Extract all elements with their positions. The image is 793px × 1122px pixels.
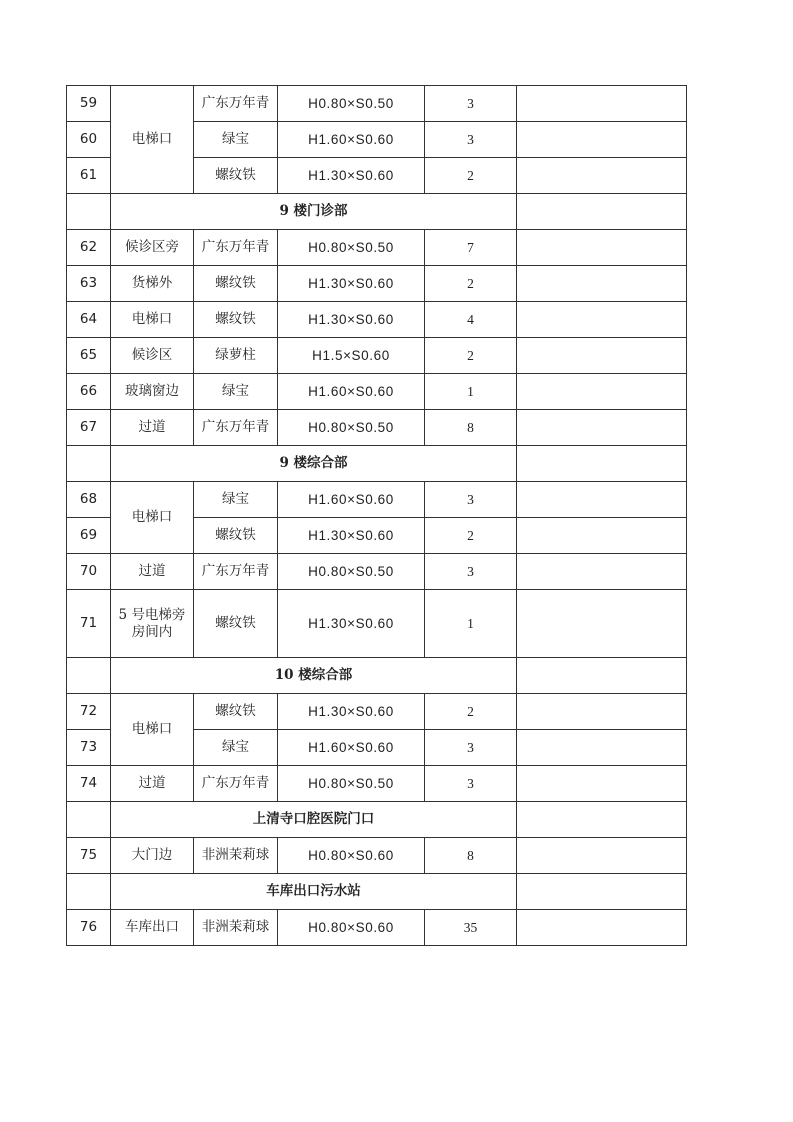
- location-line-1: 5 号电梯旁: [118, 606, 186, 623]
- section-row: [67, 658, 687, 694]
- plant-cell: 绿宝: [194, 122, 278, 158]
- section-title: 9 楼综合部: [111, 446, 517, 482]
- plant-cell: 广东万年青: [194, 230, 278, 266]
- note-cell: [517, 266, 687, 302]
- note-cell: [517, 194, 687, 230]
- note-cell: [517, 410, 687, 446]
- row-number: 63: [67, 266, 111, 302]
- table-row: [67, 766, 687, 802]
- quantity-cell: 3: [425, 766, 517, 802]
- quantity-cell: 3: [425, 86, 517, 122]
- section-row: [67, 194, 687, 230]
- location-cell: 车库出口: [111, 910, 194, 946]
- spec-cell: H0.80×S0.60: [278, 838, 425, 874]
- note-cell: [517, 158, 687, 194]
- row-number: 70: [67, 554, 111, 590]
- plant-cell: 螺纹铁: [194, 694, 278, 730]
- location-cell: 电梯口: [111, 302, 194, 338]
- section-number-cell: [67, 802, 111, 838]
- plant-cell: 广东万年青: [194, 86, 278, 122]
- spec-cell: H1.30×S0.60: [278, 302, 425, 338]
- section-row: [67, 802, 687, 838]
- section-title: 车库出口污水站: [111, 874, 517, 910]
- spec-cell: H1.30×S0.60: [278, 590, 425, 658]
- table-row: [67, 302, 687, 338]
- note-cell: [517, 482, 687, 518]
- quantity-cell: 8: [425, 410, 517, 446]
- row-number: 73: [67, 730, 111, 766]
- quantity-cell: 3: [425, 122, 517, 158]
- table-row: [67, 838, 687, 874]
- spec-cell: H0.80×S0.50: [278, 86, 425, 122]
- spec-cell: H1.30×S0.60: [278, 518, 425, 554]
- quantity-cell: 4: [425, 302, 517, 338]
- note-cell: [517, 122, 687, 158]
- quantity-cell: 8: [425, 838, 517, 874]
- note-cell: [517, 374, 687, 410]
- location-cell: 候诊区旁: [111, 230, 194, 266]
- location-cell: 电梯口: [111, 482, 194, 554]
- spec-cell: H1.30×S0.60: [278, 266, 425, 302]
- plant-cell: 绿宝: [194, 374, 278, 410]
- table-row: [67, 374, 687, 410]
- location-cell: [111, 590, 194, 658]
- section-number-cell: [67, 194, 111, 230]
- row-number: 68: [67, 482, 111, 518]
- spec-cell: H1.60×S0.60: [278, 374, 425, 410]
- location-cell: 候诊区: [111, 338, 194, 374]
- plant-cell: 绿萝柱: [194, 338, 278, 374]
- quantity-cell: 1: [425, 590, 517, 658]
- note-cell: [517, 302, 687, 338]
- note-cell: [517, 802, 687, 838]
- location-line-2: 房间内: [131, 623, 173, 640]
- plant-cell: 非洲茉莉球: [194, 838, 278, 874]
- table-row: [67, 694, 687, 730]
- note-cell: [517, 518, 687, 554]
- plant-cell: 螺纹铁: [194, 518, 278, 554]
- table-row: [67, 410, 687, 446]
- table-row: [67, 910, 687, 946]
- note-cell: [517, 590, 687, 658]
- note-cell: [517, 230, 687, 266]
- row-number: 64: [67, 302, 111, 338]
- plant-cell: 广东万年青: [194, 410, 278, 446]
- section-title: 上清寺口腔医院门口: [111, 802, 517, 838]
- note-cell: [517, 910, 687, 946]
- spec-cell: H0.80×S0.50: [278, 410, 425, 446]
- quantity-cell: 3: [425, 554, 517, 590]
- row-number: 69: [67, 518, 111, 554]
- note-cell: [517, 874, 687, 910]
- section-title: 10 楼综合部: [111, 658, 517, 694]
- quantity-cell: 2: [425, 338, 517, 374]
- location-cell: 过道: [111, 410, 194, 446]
- note-cell: [517, 766, 687, 802]
- spec-cell: H1.30×S0.60: [278, 694, 425, 730]
- section-title: 9 楼门诊部: [111, 194, 517, 230]
- note-cell: [517, 730, 687, 766]
- quantity-cell: 3: [425, 482, 517, 518]
- quantity-cell: 2: [425, 158, 517, 194]
- location-cell: 过道: [111, 554, 194, 590]
- location-cell: 货梯外: [111, 266, 194, 302]
- note-cell: [517, 838, 687, 874]
- plant-cell: 螺纹铁: [194, 590, 278, 658]
- spec-cell: H1.60×S0.60: [278, 730, 425, 766]
- row-number: 71: [67, 590, 111, 658]
- quantity-cell: 1: [425, 374, 517, 410]
- plant-cell: 广东万年青: [194, 766, 278, 802]
- spec-cell: H1.30×S0.60: [278, 158, 425, 194]
- note-cell: [517, 694, 687, 730]
- plant-cell: 绿宝: [194, 482, 278, 518]
- note-cell: [517, 446, 687, 482]
- plant-inventory-table: [66, 85, 687, 946]
- table-row: [67, 590, 687, 658]
- note-cell: [517, 554, 687, 590]
- quantity-cell: 3: [425, 730, 517, 766]
- plant-cell: 非洲茉莉球: [194, 910, 278, 946]
- section-number-cell: [67, 446, 111, 482]
- row-number: 66: [67, 374, 111, 410]
- plant-cell: 绿宝: [194, 730, 278, 766]
- table-row: [67, 266, 687, 302]
- row-number: 67: [67, 410, 111, 446]
- spec-cell: H1.5×S0.60: [278, 338, 425, 374]
- quantity-cell: 2: [425, 694, 517, 730]
- spec-cell: H0.80×S0.50: [278, 230, 425, 266]
- note-cell: [517, 658, 687, 694]
- quantity-cell: 7: [425, 230, 517, 266]
- note-cell: [517, 338, 687, 374]
- row-number: 62: [67, 230, 111, 266]
- spec-cell: H0.80×S0.50: [278, 766, 425, 802]
- section-row: [67, 874, 687, 910]
- quantity-cell: 35: [425, 910, 517, 946]
- spec-cell: H0.80×S0.50: [278, 554, 425, 590]
- row-number: 61: [67, 158, 111, 194]
- plant-cell: 广东万年青: [194, 554, 278, 590]
- row-number: 60: [67, 122, 111, 158]
- table-row: [67, 230, 687, 266]
- row-number: 72: [67, 694, 111, 730]
- location-cell: 过道: [111, 766, 194, 802]
- table-row: [67, 338, 687, 374]
- plant-cell: 螺纹铁: [194, 158, 278, 194]
- table-row: [67, 86, 687, 122]
- row-number: 65: [67, 338, 111, 374]
- row-number: 76: [67, 910, 111, 946]
- table-row: [67, 554, 687, 590]
- spec-cell: H1.60×S0.60: [278, 122, 425, 158]
- quantity-cell: 2: [425, 266, 517, 302]
- location-cell: 玻璃窗边: [111, 374, 194, 410]
- section-number-cell: [67, 874, 111, 910]
- location-cell: 电梯口: [111, 694, 194, 766]
- table-row: [67, 482, 687, 518]
- spec-cell: H0.80×S0.60: [278, 910, 425, 946]
- section-number-cell: [67, 658, 111, 694]
- row-number: 59: [67, 86, 111, 122]
- row-number: 74: [67, 766, 111, 802]
- location-cell: 电梯口: [111, 86, 194, 194]
- plant-cell: 螺纹铁: [194, 266, 278, 302]
- quantity-cell: 2: [425, 518, 517, 554]
- row-number: 75: [67, 838, 111, 874]
- section-row: [67, 446, 687, 482]
- note-cell: [517, 86, 687, 122]
- plant-cell: 螺纹铁: [194, 302, 278, 338]
- location-cell: 大门边: [111, 838, 194, 874]
- spec-cell: H1.60×S0.60: [278, 482, 425, 518]
